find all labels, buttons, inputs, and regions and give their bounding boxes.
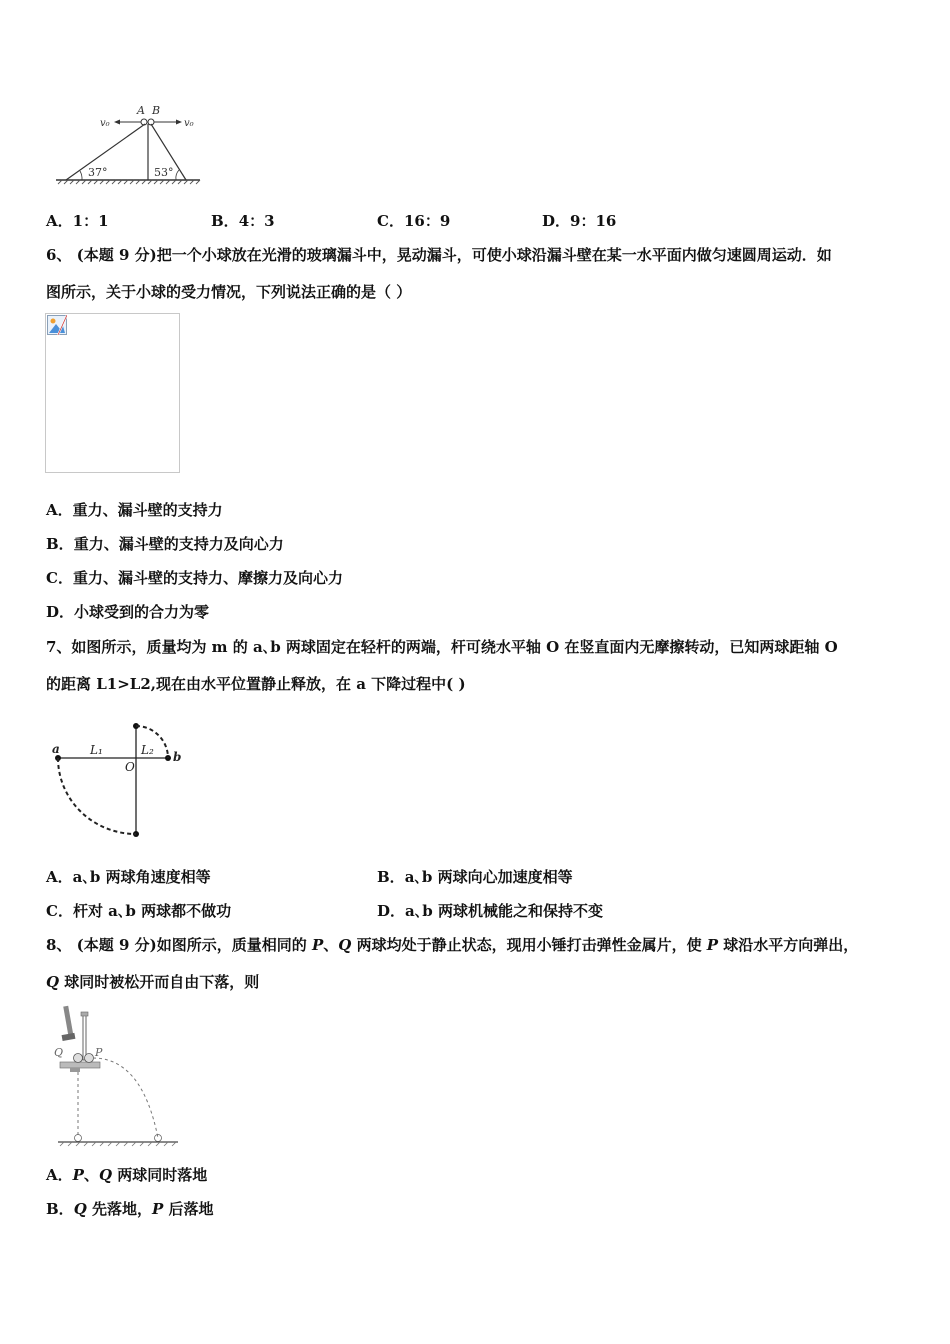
label-a: a — [52, 742, 60, 756]
option-text: 小球受到的合力为零 — [74, 603, 210, 621]
option-text: a､b 两球角速度相等 — [72, 868, 211, 886]
q6-option-a — [46, 500, 223, 520]
q7-stem-line1: 7、如图所示，质量均为 m 的 a､b 两球固定在轻杆的两端，杆可绕水平轴 O 在竖直面内无摩擦转动，已知两球距轴 O — [46, 638, 838, 656]
option-text: 9：16 — [570, 212, 617, 230]
option-letter: B． — [211, 212, 239, 230]
q8-stem-line2 — [46, 972, 259, 992]
angle-37: 37° — [88, 166, 108, 179]
label-b: b — [173, 750, 182, 764]
option-text: 重力、漏斗壁的支持力及向心力 — [73, 535, 284, 553]
option-text: 重力、漏斗壁的支持力、摩擦力及向心力 — [72, 569, 343, 587]
var-q: Q — [98, 1166, 113, 1184]
q7-option-b — [377, 867, 573, 887]
q6-option-c — [46, 568, 343, 588]
var-q: Q — [46, 973, 60, 991]
var-p: P — [152, 1200, 164, 1218]
q8-option-b — [46, 1199, 214, 1219]
q5-option-b — [211, 211, 275, 231]
q5-option-c — [377, 211, 450, 231]
angle-53: 53° — [154, 166, 174, 179]
broken-image-icon — [47, 315, 67, 335]
option-text: 两球同时落地 — [112, 1166, 208, 1184]
label-q: Q — [54, 1046, 64, 1059]
option-letter: A． — [46, 501, 73, 519]
q6-option-d — [46, 602, 209, 622]
option-letter: B． — [46, 535, 74, 553]
var-p: P — [706, 936, 719, 954]
q8-stem-line1 — [46, 935, 858, 955]
option-text: 杆对 a､b 两球都不做功 — [72, 902, 232, 920]
option-letter: A． — [46, 868, 73, 886]
q8-stem-text: 8、 (本题 9 分)如图所示，质量相同的 — [46, 936, 312, 954]
option-letter: B． — [377, 868, 405, 886]
option-letter: B． — [46, 1200, 74, 1218]
option-letter: C． — [377, 212, 404, 230]
q8-stem-text: 球同时被松开而自由下落，则 — [59, 973, 260, 991]
broken-image-placeholder — [45, 313, 180, 473]
option-text: a､b 两球向心加速度相等 — [404, 868, 573, 886]
q5-option-a — [46, 211, 109, 231]
option-text: 重力、漏斗壁的支持力 — [72, 501, 223, 519]
q7-stem-line2: 的距离 L1>L2,现在由水平位置静止释放，在 a 下降过程中( ) — [46, 675, 466, 693]
option-text: 1：1 — [72, 212, 109, 230]
q5-figure — [52, 100, 207, 188]
q8-option-a — [46, 1165, 207, 1185]
var-q: Q — [73, 1200, 87, 1218]
option-letter: C． — [46, 902, 73, 920]
option-letter: D． — [542, 212, 571, 230]
q7-figure — [48, 716, 188, 840]
option-text: 先落地， — [86, 1200, 152, 1218]
option-letter: A． — [46, 212, 73, 230]
v0-right: v₀ — [184, 118, 194, 129]
option-text: 后落地 — [163, 1200, 214, 1218]
option-text: 16：9 — [403, 212, 451, 230]
option-text: 4：3 — [238, 212, 275, 230]
q6-option-b — [46, 534, 284, 554]
q8-stem-text: 球沿水平方向弹出， — [718, 936, 859, 954]
label-l1: L₁ — [90, 743, 103, 757]
var-p: P — [311, 936, 324, 954]
q8-stem-sep: 、 — [323, 936, 339, 954]
option-text: a､b 两球机械能之和保持不变 — [405, 902, 603, 920]
label-a: A — [137, 104, 145, 117]
option-letter: D． — [377, 902, 406, 920]
label-b: B — [152, 104, 161, 117]
option-letter: C． — [46, 569, 73, 587]
var-q: Q — [338, 936, 352, 954]
q8-stem-text: 两球均处于静止状态，现用小锤打击弹性金属片，使 — [351, 936, 707, 954]
q7-option-d — [377, 901, 603, 921]
label-l2: L₂ — [141, 743, 154, 757]
option-letter: A． — [46, 1166, 73, 1184]
v0-left: v₀ — [100, 118, 110, 129]
label-p: P — [95, 1046, 103, 1059]
option-text: 、 — [83, 1166, 99, 1184]
q7-option-a — [46, 867, 211, 887]
q6-stem-line2: 图所示，关于小球的受力情况，下列说法正确的是（ ） — [46, 283, 412, 301]
option-letter: D． — [46, 603, 75, 621]
q8-figure — [52, 1004, 182, 1150]
var-p: P — [72, 1166, 84, 1184]
q6-stem-line1: 6、 (本题 9 分)把一个小球放在光滑的玻璃漏斗中，晃动漏斗，可使小球沿漏斗壁在某一水平面内做匀速圆周运动．如 — [46, 246, 832, 264]
q7-option-c — [46, 901, 231, 921]
q5-option-d — [542, 211, 616, 231]
label-o: O — [125, 760, 135, 774]
